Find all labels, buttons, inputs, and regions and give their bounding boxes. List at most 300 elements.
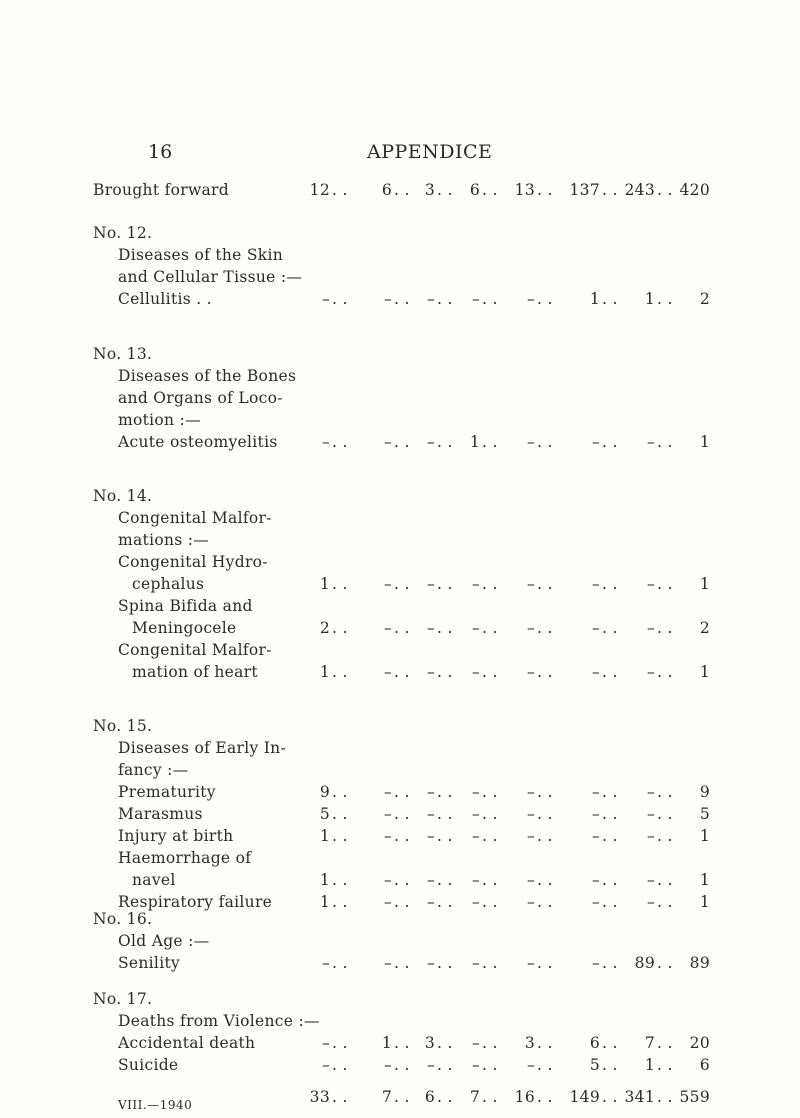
section-12-title-line2: and Cellular Tissue :— bbox=[118, 268, 303, 286]
leader-dots: . . bbox=[437, 1034, 453, 1052]
cell-col-4 bbox=[440, 433, 498, 451]
cell-value: – bbox=[321, 1034, 330, 1052]
cell-value: – bbox=[426, 575, 435, 593]
cell-col-8 bbox=[670, 1088, 710, 1106]
cell-value: – bbox=[591, 619, 600, 637]
leader-dots: . . bbox=[437, 893, 453, 911]
cell-col-1 bbox=[290, 575, 348, 593]
leader-dots: . . bbox=[537, 663, 553, 681]
cell-col-6 bbox=[560, 1056, 618, 1074]
cell-value: – bbox=[591, 954, 600, 972]
leader-dots: . . bbox=[537, 1056, 553, 1074]
cell-value: – bbox=[426, 893, 435, 911]
cell-col-5 bbox=[495, 871, 553, 889]
cell-value: – bbox=[383, 575, 392, 593]
cell-col-5 bbox=[495, 954, 553, 972]
leader-dots: . . bbox=[602, 1088, 618, 1106]
cell-value: 6 bbox=[469, 181, 480, 199]
cell-value: – bbox=[526, 1056, 535, 1074]
cell-col-3 bbox=[395, 805, 453, 823]
leader-dots: . . bbox=[537, 893, 553, 911]
leader-dots: . . bbox=[657, 893, 673, 911]
leader-dots: . . bbox=[437, 433, 453, 451]
leader-dots: . . bbox=[537, 954, 553, 972]
section-17-heading: No. 17. bbox=[93, 990, 153, 1008]
cell-value: – bbox=[591, 827, 600, 845]
cell-col-2 bbox=[352, 783, 410, 801]
leader-dots: . . bbox=[657, 871, 673, 889]
cell-value: – bbox=[426, 805, 435, 823]
leader-dots: . . bbox=[657, 181, 673, 199]
cell-value: – bbox=[526, 663, 535, 681]
cell-col-5 bbox=[495, 181, 553, 199]
cell-col-7 bbox=[615, 433, 673, 451]
cell-value: – bbox=[471, 290, 480, 308]
leader-dots: . . bbox=[482, 575, 498, 593]
cell-col-4 bbox=[440, 575, 498, 593]
cell-col-2 bbox=[352, 827, 410, 845]
cell-value: 6 bbox=[589, 1034, 600, 1052]
cell-col-2 bbox=[352, 954, 410, 972]
leader-dots: . . bbox=[394, 663, 410, 681]
leader-dots: . . bbox=[332, 663, 348, 681]
section-14-number: No. 14. bbox=[93, 487, 153, 505]
cell-value: – bbox=[526, 783, 535, 801]
cell-value: – bbox=[646, 871, 655, 889]
leader-dots: . . bbox=[332, 290, 348, 308]
leader-dots: . . bbox=[394, 433, 410, 451]
leader-dots: . . bbox=[394, 290, 410, 308]
page-number: 16 bbox=[148, 141, 173, 163]
leader-dots: . . bbox=[394, 575, 410, 593]
cell-col-5 bbox=[495, 575, 553, 593]
cell-col-7 bbox=[615, 290, 673, 308]
leader-dots: . . bbox=[437, 1088, 453, 1106]
cell-col-4 bbox=[440, 663, 498, 681]
leader-dots: . . bbox=[537, 575, 553, 593]
cell-value: 3 bbox=[524, 1034, 535, 1052]
leader-dots: . . bbox=[657, 1088, 673, 1106]
leader-dots: . . bbox=[537, 290, 553, 308]
leader-dots: . . bbox=[602, 783, 618, 801]
cell-col-1 bbox=[290, 805, 348, 823]
cell-col-6 bbox=[560, 783, 618, 801]
cell-col-3 bbox=[395, 433, 453, 451]
row-label: Senility bbox=[118, 954, 181, 972]
cell-value: – bbox=[471, 954, 480, 972]
leader-dots: . . bbox=[394, 181, 410, 199]
cell-col-6 bbox=[560, 871, 618, 889]
cell-value: 6 bbox=[424, 1088, 435, 1106]
section-15-haemorrhage: Haemorrhage of bbox=[118, 849, 252, 867]
row-label: Cellulitis . . bbox=[118, 290, 212, 308]
cell-value: – bbox=[426, 954, 435, 972]
cell-col-2 bbox=[352, 805, 410, 823]
cell-col-6 bbox=[560, 663, 618, 681]
cell-col-2 bbox=[352, 1034, 410, 1052]
cell-col-8 bbox=[670, 805, 710, 823]
section-13-title-line1: Diseases of the Bones bbox=[118, 367, 297, 385]
cell-col-7 bbox=[615, 619, 673, 637]
cell-value: – bbox=[526, 954, 535, 972]
cell-value: 420 bbox=[679, 181, 710, 199]
leader-dots: . . bbox=[657, 954, 673, 972]
cell-col-3 bbox=[395, 893, 453, 911]
cell-col-5 bbox=[495, 783, 553, 801]
leader-dots: . . bbox=[394, 827, 410, 845]
cell-value: 341 bbox=[624, 1088, 655, 1106]
cell-col-7 bbox=[615, 827, 673, 845]
leader-dots: . . bbox=[482, 433, 498, 451]
cell-value: – bbox=[426, 290, 435, 308]
cell-value: 1 bbox=[381, 1034, 392, 1052]
cell-col-7 bbox=[615, 805, 673, 823]
table-row bbox=[0, 663, 800, 685]
leader-dots: . . bbox=[602, 1034, 618, 1052]
leader-dots: . . bbox=[332, 1056, 348, 1074]
cell-value: 2 bbox=[699, 619, 710, 637]
cell-col-8 bbox=[670, 619, 710, 637]
cell-value: – bbox=[646, 827, 655, 845]
cell-value: 1 bbox=[699, 893, 710, 911]
cell-col-1 bbox=[290, 827, 348, 845]
cell-col-6 bbox=[560, 433, 618, 451]
leader-dots: . . bbox=[657, 575, 673, 593]
cell-col-1 bbox=[290, 663, 348, 681]
cell-col-2 bbox=[352, 663, 410, 681]
cell-value: – bbox=[383, 827, 392, 845]
cell-col-3 bbox=[395, 1056, 453, 1074]
cell-col-7 bbox=[615, 1056, 673, 1074]
cell-value: – bbox=[383, 871, 392, 889]
cell-value: – bbox=[471, 871, 480, 889]
cell-value: 1 bbox=[319, 871, 330, 889]
leader-dots: . . bbox=[602, 181, 618, 199]
table-row bbox=[0, 290, 800, 312]
table-row bbox=[0, 871, 800, 893]
leader-dots: . . bbox=[602, 290, 618, 308]
cell-value: – bbox=[646, 575, 655, 593]
cell-value: 3 bbox=[424, 181, 435, 199]
leader-dots: . . bbox=[437, 783, 453, 801]
leader-dots: . . bbox=[394, 619, 410, 637]
cell-col-5 bbox=[495, 1056, 553, 1074]
leader-dots: . . bbox=[482, 1056, 498, 1074]
cell-value: – bbox=[526, 433, 535, 451]
cell-col-1 bbox=[290, 1056, 348, 1074]
cell-value: – bbox=[471, 1056, 480, 1074]
leader-dots: . . bbox=[437, 954, 453, 972]
leader-dots: . . bbox=[657, 805, 673, 823]
leader-dots: . . bbox=[332, 181, 348, 199]
cell-col-3 bbox=[395, 827, 453, 845]
cell-col-7 bbox=[615, 783, 673, 801]
leader-dots: . . bbox=[332, 619, 348, 637]
cell-value: – bbox=[383, 1056, 392, 1074]
cell-value: – bbox=[426, 783, 435, 801]
cell-value: 12 bbox=[309, 181, 330, 199]
cell-value: 20 bbox=[689, 1034, 710, 1052]
cell-value: – bbox=[646, 619, 655, 637]
cell-col-4 bbox=[440, 181, 498, 199]
cell-col-5 bbox=[495, 290, 553, 308]
section-15-title-line1: Diseases of Early In- bbox=[118, 739, 287, 757]
leader-dots: . . bbox=[332, 783, 348, 801]
cell-value: – bbox=[471, 783, 480, 801]
cell-col-7 bbox=[615, 575, 673, 593]
row-label: Marasmus bbox=[118, 805, 203, 823]
cell-col-3 bbox=[395, 663, 453, 681]
cell-value: 1 bbox=[319, 663, 330, 681]
leader-dots: . . bbox=[482, 290, 498, 308]
cell-col-3 bbox=[395, 783, 453, 801]
cell-col-6 bbox=[560, 575, 618, 593]
cell-value: 6 bbox=[381, 181, 392, 199]
leader-dots: . . bbox=[657, 1056, 673, 1074]
table-row bbox=[0, 1056, 800, 1078]
cell-value: – bbox=[591, 433, 600, 451]
cell-col-8 bbox=[670, 1056, 710, 1074]
cell-value: 559 bbox=[679, 1088, 710, 1106]
cell-value: – bbox=[426, 619, 435, 637]
cell-value: 1 bbox=[644, 290, 655, 308]
leader-dots: . . bbox=[602, 893, 618, 911]
leader-dots: . . bbox=[537, 805, 553, 823]
leader-dots: . . bbox=[332, 954, 348, 972]
leader-dots: . . bbox=[394, 871, 410, 889]
leader-dots: . . bbox=[482, 619, 498, 637]
section-13-number: No. 13. bbox=[93, 345, 153, 363]
leader-dots: . . bbox=[332, 893, 348, 911]
cell-value: 2 bbox=[319, 619, 330, 637]
row-label: cephalus bbox=[132, 575, 205, 593]
cell-value: – bbox=[526, 827, 535, 845]
cell-value: – bbox=[591, 783, 600, 801]
row-label: navel bbox=[132, 871, 176, 889]
cell-col-6 bbox=[560, 619, 618, 637]
section-16-title: Old Age :— bbox=[118, 932, 210, 950]
section-17-title: Deaths from Violence :— bbox=[118, 1012, 320, 1030]
cell-value: 149 bbox=[569, 1088, 600, 1106]
cell-value: – bbox=[383, 663, 392, 681]
leader-dots: . . bbox=[602, 805, 618, 823]
cell-value: 1 bbox=[699, 827, 710, 845]
cell-col-8 bbox=[670, 663, 710, 681]
leader-dots: . . bbox=[437, 805, 453, 823]
cell-col-4 bbox=[440, 871, 498, 889]
cell-value: 7 bbox=[644, 1034, 655, 1052]
section-14-title-line1: Congenital Malfor- bbox=[118, 509, 272, 527]
footer-note: VIII.—1940 bbox=[118, 1098, 193, 1112]
cell-col-5 bbox=[495, 805, 553, 823]
cell-value: 6 bbox=[699, 1056, 710, 1074]
cell-col-2 bbox=[352, 181, 410, 199]
leader-dots: . . bbox=[602, 575, 618, 593]
cell-value: – bbox=[383, 290, 392, 308]
cell-value: – bbox=[471, 575, 480, 593]
cell-col-5 bbox=[495, 619, 553, 637]
table-row bbox=[0, 1034, 800, 1056]
section-14-subtitle: Congenital Hydro- bbox=[118, 553, 268, 571]
cell-col-2 bbox=[352, 893, 410, 911]
leader-dots: . . bbox=[537, 619, 553, 637]
cell-value: – bbox=[383, 783, 392, 801]
leader-dots: . . bbox=[394, 805, 410, 823]
cell-col-7 bbox=[615, 1088, 673, 1106]
leader-dots: . . bbox=[437, 181, 453, 199]
cell-col-4 bbox=[440, 805, 498, 823]
leader-dots: . . bbox=[657, 1034, 673, 1052]
cell-col-5 bbox=[495, 433, 553, 451]
cell-value: 89 bbox=[689, 954, 710, 972]
cell-value: – bbox=[646, 783, 655, 801]
leader-dots: . . bbox=[482, 783, 498, 801]
cell-value: – bbox=[591, 805, 600, 823]
cell-col-1 bbox=[290, 1088, 348, 1106]
row-label: Accidental death bbox=[118, 1034, 256, 1052]
cell-col-2 bbox=[352, 871, 410, 889]
cell-col-4 bbox=[440, 1034, 498, 1052]
cell-value: – bbox=[471, 893, 480, 911]
cell-col-3 bbox=[395, 575, 453, 593]
leader-dots: . . bbox=[602, 871, 618, 889]
cell-col-8 bbox=[670, 954, 710, 972]
cell-col-4 bbox=[440, 619, 498, 637]
cell-col-6 bbox=[560, 805, 618, 823]
table-row bbox=[0, 783, 800, 805]
cell-value: 243 bbox=[624, 181, 655, 199]
leader-dots: . . bbox=[482, 181, 498, 199]
leader-dots: . . bbox=[537, 1034, 553, 1052]
cell-col-6 bbox=[560, 181, 618, 199]
cell-value: – bbox=[526, 619, 535, 637]
leader-dots: . . bbox=[482, 1034, 498, 1052]
cell-col-8 bbox=[670, 893, 710, 911]
leader-dots: . . bbox=[482, 1088, 498, 1106]
cell-value: 1 bbox=[469, 433, 480, 451]
page-header: APPENDICE bbox=[367, 141, 493, 163]
cell-col-4 bbox=[440, 827, 498, 845]
cell-col-7 bbox=[615, 663, 673, 681]
cell-value: 16 bbox=[514, 1088, 535, 1106]
leader-dots: . . bbox=[537, 1088, 553, 1106]
cell-col-1 bbox=[290, 871, 348, 889]
leader-dots: . . bbox=[332, 827, 348, 845]
cell-value: – bbox=[471, 805, 480, 823]
cell-col-2 bbox=[352, 619, 410, 637]
cell-value: – bbox=[646, 805, 655, 823]
cell-value: – bbox=[591, 663, 600, 681]
leader-dots: . . bbox=[437, 575, 453, 593]
row-label: mation of heart bbox=[132, 663, 258, 681]
cell-value: 1 bbox=[589, 290, 600, 308]
leader-dots: . . bbox=[602, 433, 618, 451]
cell-value: 1 bbox=[319, 893, 330, 911]
cell-col-8 bbox=[670, 575, 710, 593]
table-row bbox=[0, 805, 800, 827]
cell-col-3 bbox=[395, 1088, 453, 1106]
cell-value: 1 bbox=[699, 433, 710, 451]
leader-dots: . . bbox=[394, 1056, 410, 1074]
section-12-title-line1: Diseases of the Skin bbox=[118, 246, 284, 264]
cell-col-8 bbox=[670, 1034, 710, 1052]
cell-col-2 bbox=[352, 575, 410, 593]
cell-value: 137 bbox=[569, 181, 600, 199]
section-16-number: No. 16. bbox=[93, 910, 153, 928]
cell-value: – bbox=[321, 1056, 330, 1074]
cell-value: 5 bbox=[589, 1056, 600, 1074]
cell-col-7 bbox=[615, 893, 673, 911]
section-14-spina-bifida: Spina Bifida and bbox=[118, 597, 253, 615]
cell-value: – bbox=[591, 871, 600, 889]
cell-col-3 bbox=[395, 290, 453, 308]
cell-col-1 bbox=[290, 893, 348, 911]
cell-value: – bbox=[426, 827, 435, 845]
cell-value: – bbox=[526, 893, 535, 911]
cell-value: 9 bbox=[319, 783, 330, 801]
cell-col-8 bbox=[670, 181, 710, 199]
leader-dots: . . bbox=[537, 871, 553, 889]
leader-dots: . . bbox=[657, 663, 673, 681]
leader-dots: . . bbox=[602, 663, 618, 681]
cell-col-2 bbox=[352, 290, 410, 308]
cell-col-8 bbox=[670, 871, 710, 889]
cell-col-4 bbox=[440, 893, 498, 911]
table-row bbox=[0, 181, 800, 203]
cell-col-3 bbox=[395, 181, 453, 199]
cell-col-5 bbox=[495, 1034, 553, 1052]
cell-value: 33 bbox=[309, 1088, 330, 1106]
leader-dots: . . bbox=[394, 893, 410, 911]
leader-dots: . . bbox=[657, 433, 673, 451]
cell-col-4 bbox=[440, 1056, 498, 1074]
cell-value: – bbox=[383, 433, 392, 451]
cell-col-5 bbox=[495, 1088, 553, 1106]
table-row bbox=[0, 619, 800, 641]
cell-col-1 bbox=[290, 619, 348, 637]
leader-dots: . . bbox=[482, 893, 498, 911]
leader-dots: . . bbox=[482, 954, 498, 972]
cell-value: – bbox=[526, 871, 535, 889]
cell-col-6 bbox=[560, 827, 618, 845]
cell-value: – bbox=[646, 433, 655, 451]
cell-value: – bbox=[383, 805, 392, 823]
cell-col-2 bbox=[352, 1056, 410, 1074]
cell-value: – bbox=[321, 954, 330, 972]
cell-value: – bbox=[471, 827, 480, 845]
cell-value: 9 bbox=[699, 783, 710, 801]
row-label: Injury at birth bbox=[118, 827, 234, 845]
table-row bbox=[0, 575, 800, 597]
cell-value: – bbox=[526, 575, 535, 593]
leader-dots: . . bbox=[537, 827, 553, 845]
cell-col-5 bbox=[495, 827, 553, 845]
leader-dots: . . bbox=[537, 181, 553, 199]
leader-dots: . . bbox=[482, 871, 498, 889]
leader-dots: . . bbox=[332, 871, 348, 889]
leader-dots: . . bbox=[332, 1088, 348, 1106]
section-15-number: No. 15. bbox=[93, 717, 153, 735]
cell-col-7 bbox=[615, 1034, 673, 1052]
cell-value: 13 bbox=[514, 181, 535, 199]
cell-value: – bbox=[321, 290, 330, 308]
row-label: Meningocele bbox=[132, 619, 237, 637]
section-14-title-line2: mations :— bbox=[118, 531, 210, 549]
cell-col-7 bbox=[615, 871, 673, 889]
leader-dots: . . bbox=[437, 1056, 453, 1074]
section-12-number: No. 12. bbox=[93, 224, 153, 242]
cell-col-3 bbox=[395, 954, 453, 972]
